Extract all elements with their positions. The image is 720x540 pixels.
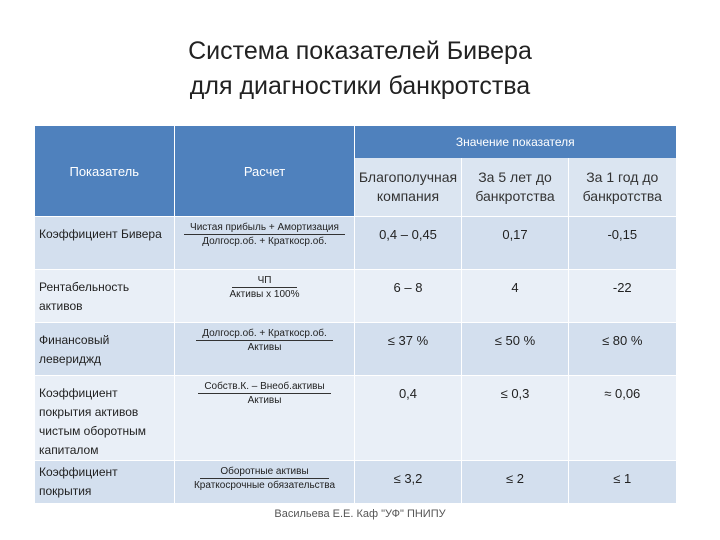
beaver-indicators-table	[34, 126, 676, 503]
formula-numerator: ЧП	[232, 274, 298, 288]
value-5y: ≤ 0,3	[462, 376, 569, 461]
formula-numerator: Собств.К. – Внеоб.активы	[198, 380, 330, 394]
value-healthy: ≤ 37 %	[355, 323, 462, 376]
header-5y: За 5 лет до банкротства	[462, 158, 569, 217]
formula-denominator: Краткосрочные обязательства	[193, 480, 335, 491]
value-healthy: ≤ 3,2	[355, 461, 462, 503]
value-5y: ≤ 2	[462, 461, 569, 503]
calc-formula	[175, 461, 355, 503]
table-row	[35, 270, 676, 323]
value-1y: -22	[569, 270, 676, 323]
indicator-name: Коэффициент Бивера	[35, 217, 175, 270]
footer-credit: Васильева Е.Е. Каф "УФ" ПНИПУ	[274, 508, 446, 520]
value-healthy: 0,4 – 0,45	[355, 217, 462, 270]
title-line-2: для диагностики банкротства	[189, 72, 531, 100]
table-row	[35, 376, 676, 461]
indicator-name: Рентабельность активов	[35, 270, 175, 323]
value-5y: 0,17	[462, 217, 569, 270]
table-row	[35, 461, 676, 503]
value-healthy: 0,4	[355, 376, 462, 461]
header-indicator: Показатель	[35, 126, 175, 217]
formula-denominator: Активы	[247, 342, 282, 353]
value-5y: ≤ 50 %	[462, 323, 569, 376]
table-row	[35, 217, 676, 270]
value-healthy: 6 – 8	[355, 270, 462, 323]
header-calc: Расчет	[175, 126, 355, 217]
value-1y: ≈ 0,06	[569, 376, 676, 461]
slide-title	[0, 34, 720, 104]
calc-formula	[175, 217, 355, 270]
value-1y: ≤ 80 %	[569, 323, 676, 376]
formula-numerator: Оборотные активы	[200, 465, 328, 479]
value-1y: -0,15	[569, 217, 676, 270]
formula-numerator: Долгоср.об. + Краткоср.об.	[196, 327, 333, 341]
formula-denominator: Активы	[247, 395, 282, 406]
formula-denominator: Долгоср.об. + Краткоср.об.	[202, 236, 327, 247]
title-line-1: Система показателей Бивера	[188, 37, 532, 65]
table-row	[35, 323, 676, 376]
header-1y: За 1 год до банкротства	[569, 158, 676, 217]
formula-denominator: Активы х 100%	[229, 289, 300, 300]
calc-formula	[175, 376, 355, 461]
header-healthy: Благополучная компания	[355, 158, 462, 217]
header-value-group: Значение показателя	[355, 126, 676, 158]
formula-numerator: Чистая прибыль + Амортизация	[184, 221, 345, 235]
calc-formula	[175, 323, 355, 376]
indicator-name: Финансовый левериджд	[35, 323, 175, 376]
value-5y: 4	[462, 270, 569, 323]
indicator-name: Коэффициент покрытия активов чистым оборотным капиталом	[35, 376, 175, 461]
calc-formula	[175, 270, 355, 323]
value-1y: ≤ 1	[569, 461, 676, 503]
indicator-name: Коэффициент покрытия	[35, 461, 175, 503]
